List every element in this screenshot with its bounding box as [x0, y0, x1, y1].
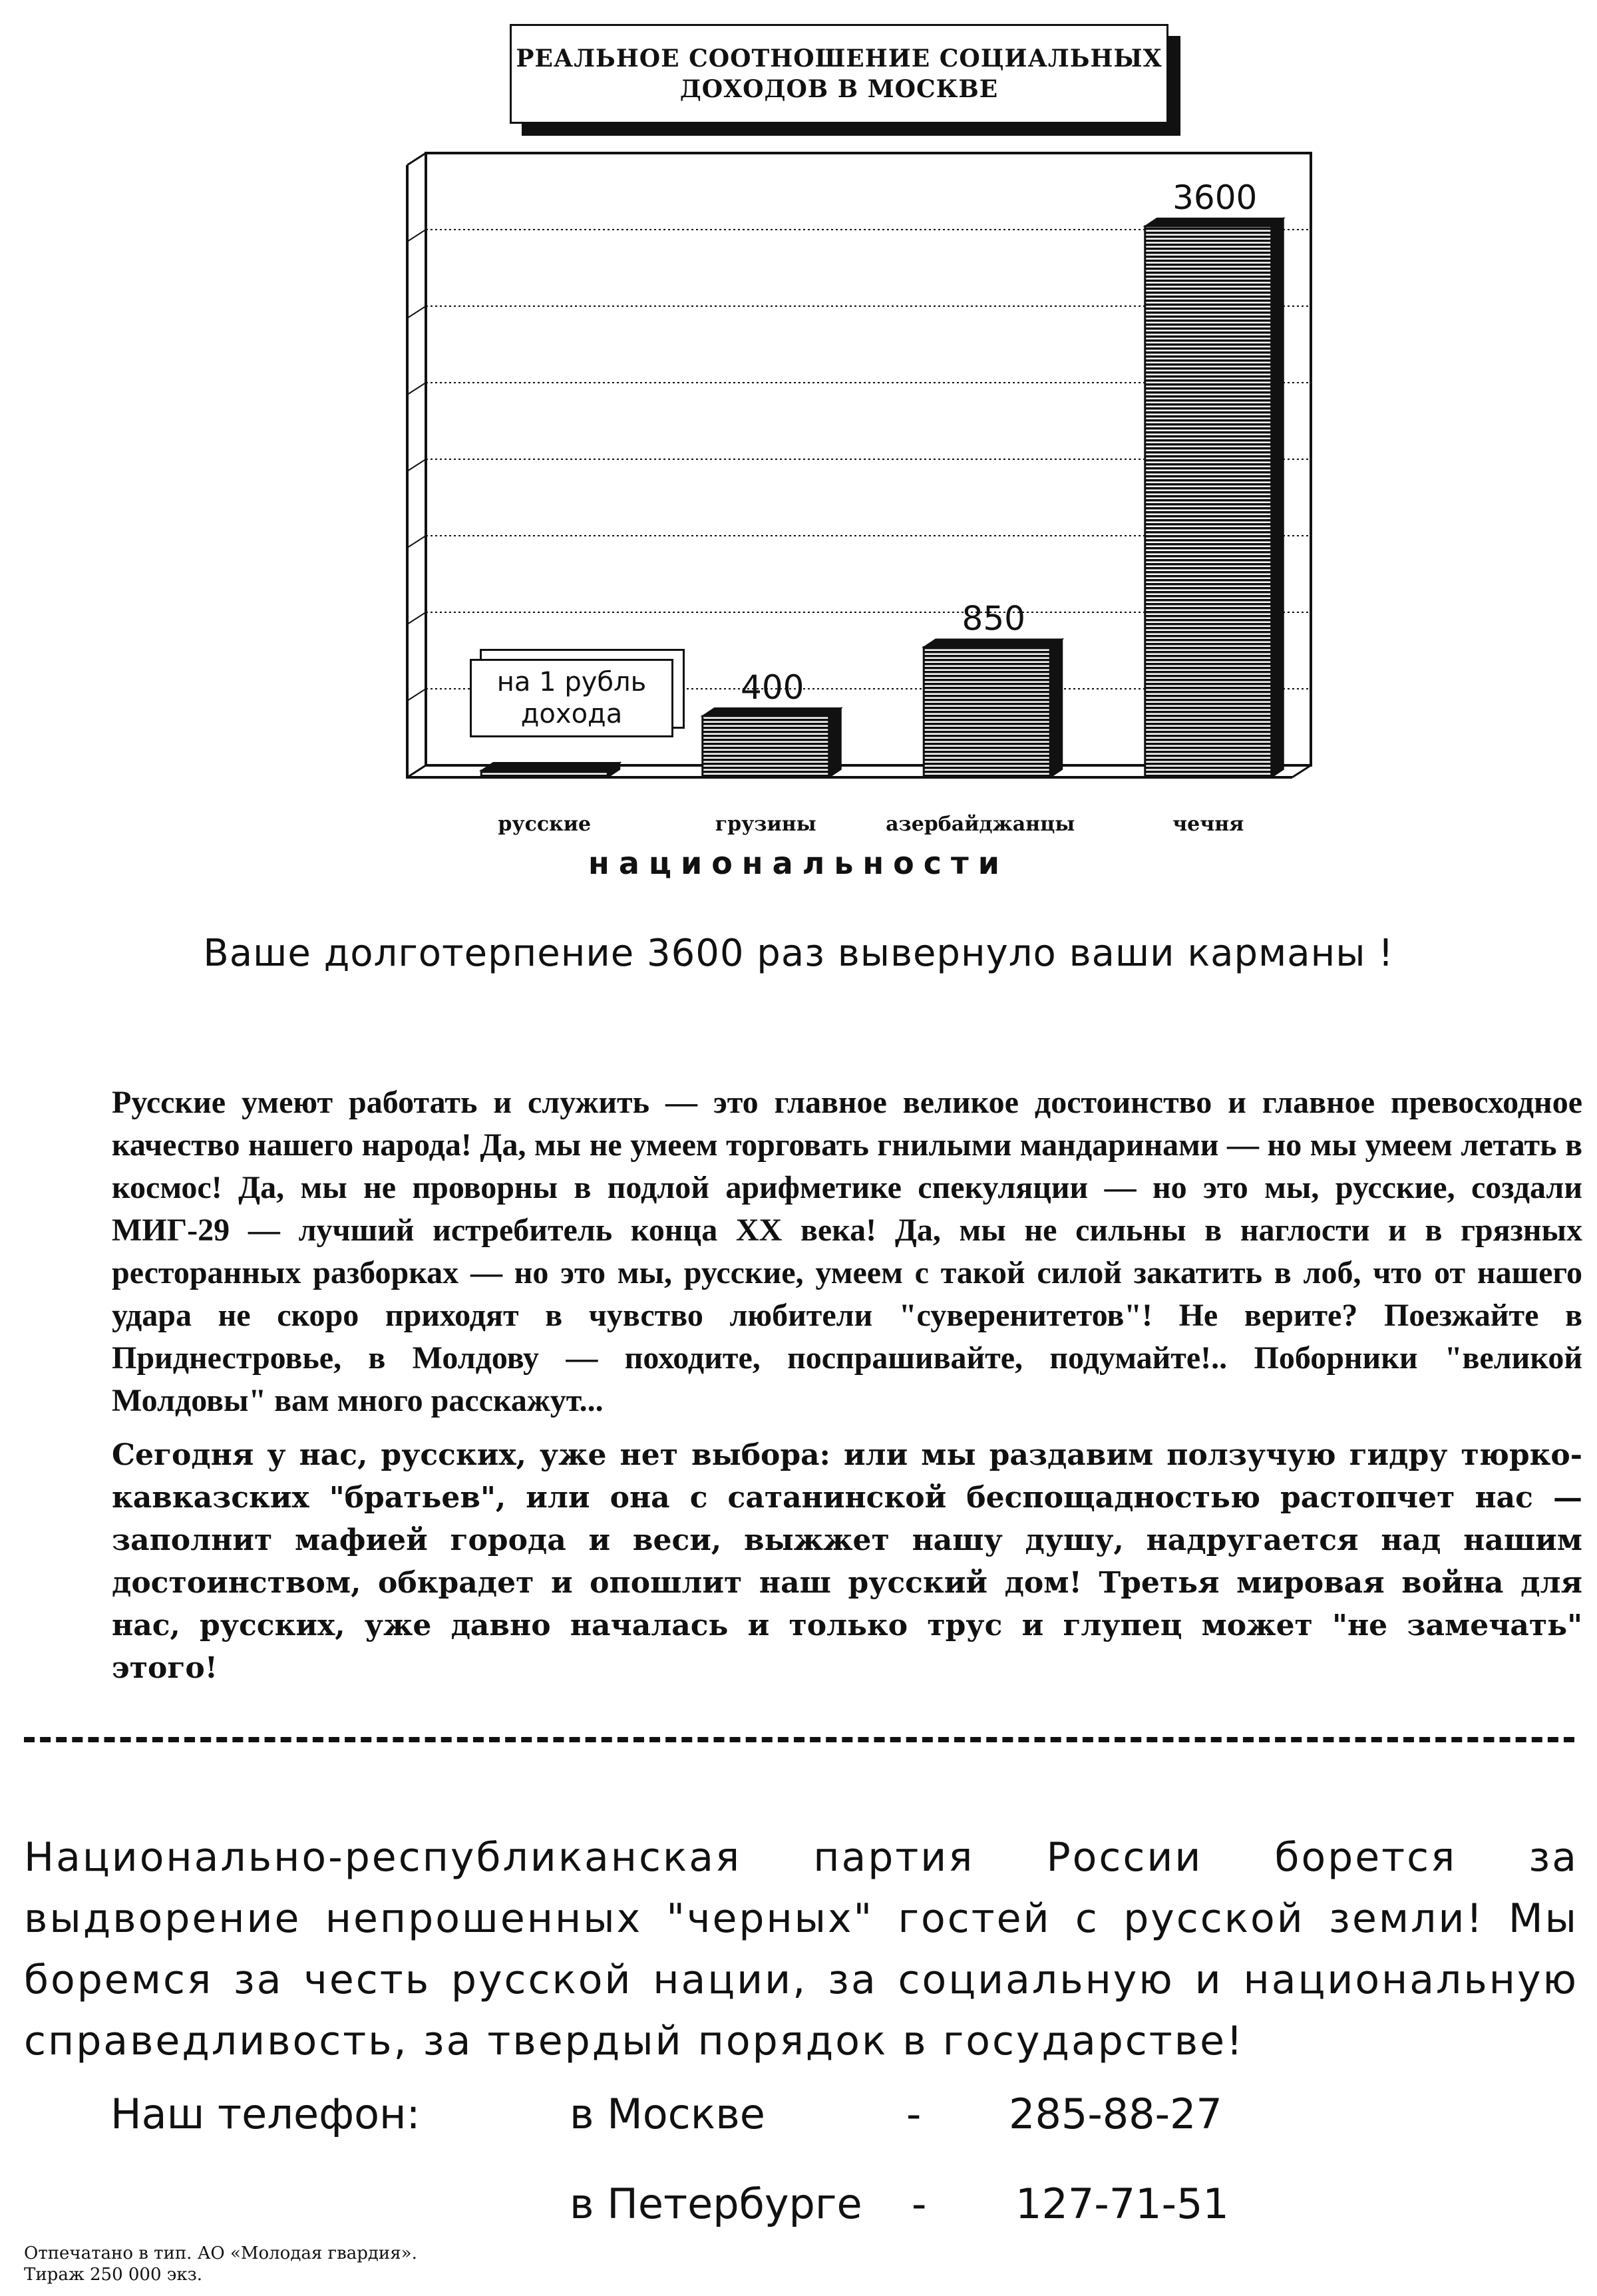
bar-top: [1145, 218, 1284, 226]
dashed-divider: [24, 1737, 1574, 1742]
chart-wall-edge-left: [407, 153, 426, 165]
gridline-tick: [407, 459, 426, 471]
phone-label: Наш телефон:: [110, 2090, 421, 2138]
chart-title: РЕАЛЬНОЕ СООТНОШЕНИЕ СОЦИАЛЬНЫХ ДОХОДОВ В МОСКВЕ: [516, 45, 1162, 103]
bar-value-label: 3600: [1172, 178, 1258, 217]
phone-spb-dash: -: [912, 2180, 927, 2228]
category-label: чечня: [1172, 813, 1244, 836]
chart-floor-edge-left: [407, 765, 426, 777]
category-label: азербайджанцы: [886, 813, 1075, 836]
bar: [481, 771, 608, 777]
gridline-tick: [407, 306, 426, 318]
body-paragraph-2: Сегодня у нас, русских, уже нет выбора: или мы раздавим ползучую гидру тюрко-кавказских "братьев", или она с сатанинской беспощадностью растопчет нас — заполнит мафией города и веси, выжжет нашу душу, надругается над нашим достоинством, обкрадет и опошлит наш русский дом! Третья мировая война для нас, русских, уже давно началась и только трус и глупец может "не замечать" этого!: [112, 1438, 1582, 1685]
gridline-tick: [407, 383, 426, 395]
phone-moscow-city: в Москве: [570, 2090, 765, 2138]
bar-side: [1050, 640, 1062, 778]
party-statement: Национально-республиканская партия России борется за выдворение непрошенных "черных" гостей с русской земли! Мы боремся за честь русской нации, за социальную и национальную справедливость, за твердый порядок в государстве!: [24, 1834, 1578, 2064]
slogan: Ваше долготерпение 3600 раз вывернуло ваши карманы !: [203, 932, 1394, 975]
bar-side: [1272, 218, 1284, 777]
bar: [1145, 226, 1272, 777]
gridline-tick: [407, 536, 426, 548]
gridline-tick: [407, 689, 426, 701]
phone-moscow-dash: -: [906, 2090, 922, 2138]
category-label: русские: [498, 813, 592, 836]
bar-top: [703, 708, 841, 716]
chart-note-text: на 1 рубль дохода: [496, 667, 647, 729]
bar-value-label: 400: [741, 668, 804, 707]
chart-category-labels: [498, 813, 1244, 836]
gridline-tick: [407, 230, 426, 242]
bar-value-label: 850: [962, 599, 1025, 638]
chart-floor-edge-right: [1292, 765, 1311, 777]
bar: [703, 716, 829, 777]
chart-x-axis-label: национальности: [588, 845, 1009, 881]
bar: [924, 648, 1050, 778]
phone-spb-city: в Петербурге: [570, 2180, 862, 2228]
bar-chart: [0, 0, 1597, 932]
phone-moscow-number: 285-88-27: [1009, 2090, 1222, 2138]
phone-spb-number: 127-71-51: [1015, 2180, 1229, 2228]
gridline-tick: [407, 612, 426, 624]
bar-side: [829, 708, 841, 777]
chart-note: [470, 659, 673, 737]
category-label: грузины: [715, 813, 816, 836]
print-imprint: Отпечатано в тип. АО «Молодая гвардия». Тираж 250 000 экз.: [24, 2243, 417, 2285]
body-paragraph-1: Русские умеют работать и служить — это главное великое достоинство и главное превосходное качество нашего народа! Да, мы не умеем торговать гнилыми мандаринами — но мы умеем летать в космос! Да, мы не проворны в подлой арифметике спекуляции — но это мы, русские, создали МИГ-29 — лучший истребитель конца XX века! Да, мы не сильны в наглости и в грязных ресторанных разборках — но это мы, русские, умеем с такой силой закатить в лоб, что от нашего удара не скоро приходят в чувство любители "суверенитетов"! Не верите? Поезжайте в Приднестровье, в Молдову — походите, поспрашивайте, подумайте!.. Поборники "великой Молдовы" вам много расскажут...: [112, 1085, 1582, 1418]
bar-top: [481, 763, 620, 771]
bar-top: [924, 640, 1062, 648]
